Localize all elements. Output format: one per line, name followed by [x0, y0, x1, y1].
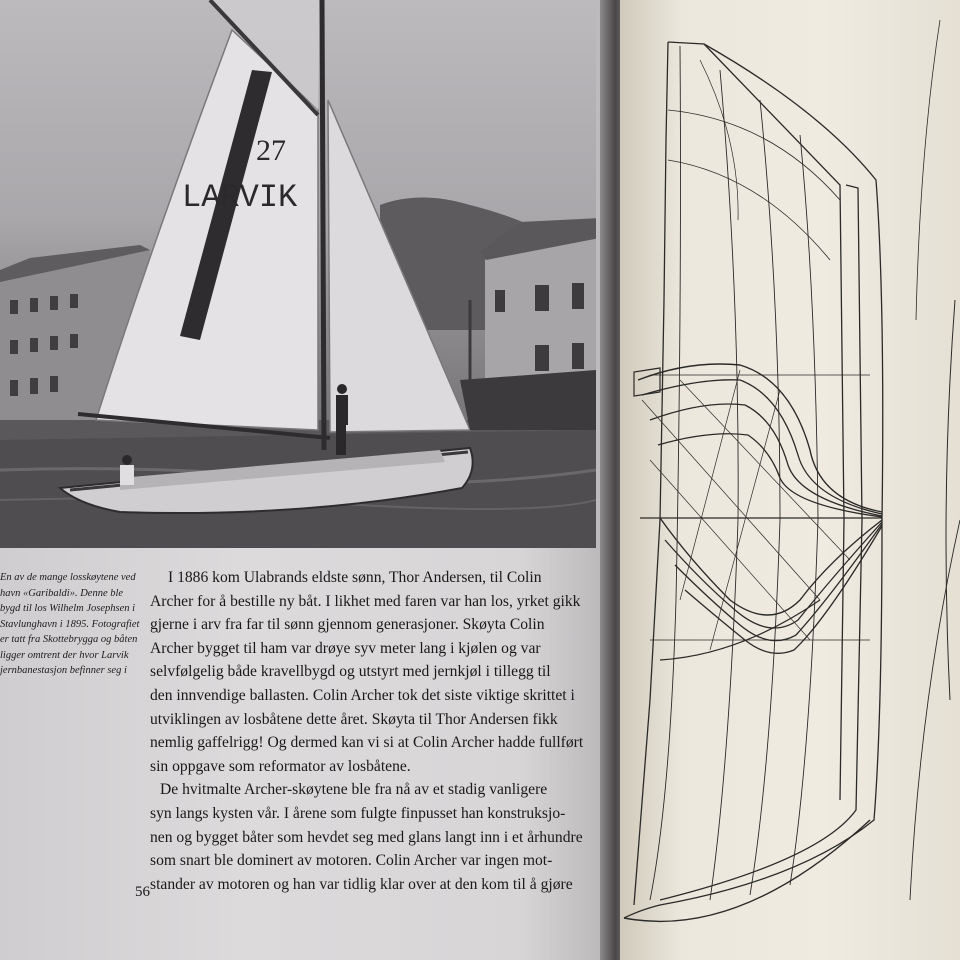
caption-line: En av de mange losskøytene ved — [0, 572, 136, 583]
body-line: Archer for å bestille ny båt. I likhet med faren var han los, yrket gikk — [150, 592, 581, 610]
body-line: De hvitmalte Archer-skøytene ble fra nå av et stadig vanligere — [160, 781, 548, 799]
moored-ship — [460, 370, 596, 430]
caption-line: bygd til los Wilhelm Josephsen i — [0, 603, 136, 614]
caption-line: er tatt fra Skottebrygga og båten — [0, 634, 138, 645]
mast — [322, 0, 324, 450]
seated-sailor — [120, 465, 134, 485]
body-line: sin oppgave som reformator av losbåtene. — [150, 757, 411, 775]
mainsail — [96, 30, 318, 430]
caption-line: Stavlunghavn i 1895. Fotografiet — [0, 618, 140, 630]
page-number: 56 — [135, 884, 150, 900]
body-line: gjerne i arv fra far til sønn gjennom generasjoner. Skøyta Colin — [150, 616, 545, 634]
standing-sailor — [336, 395, 348, 425]
sailboat-photo-graphic — [0, 0, 596, 548]
right-page — [620, 0, 960, 960]
body-line: som snart ble dominert av motoren. Colin Archer var ingen mot- — [150, 852, 553, 870]
body-line: den innvendige ballasten. Colin Archer tok det siste viktige skrittet i — [150, 686, 575, 704]
caption-line: havn «Garibaldi». Denne ble — [0, 587, 124, 599]
body-line: nen og bygget båter som hevdet seg med glans langt inn i et århundre — [150, 828, 583, 846]
body-line: stander av motoren og han var tidlig klar over at den kom til å gjøre — [150, 875, 573, 893]
hull-lines-drawing — [620, 0, 960, 960]
caption-line: jernbanestasjon befinner seg i — [0, 665, 127, 676]
photo-caption — [0, 570, 148, 679]
body-line: utviklingen av losbåtene dette året. Skøyta til Thor Andersen fikk — [150, 710, 558, 728]
sail-number: 27 — [256, 134, 286, 167]
body-line: I 1886 kom Ulabrands eldste sønn, Thor Andersen, til Colin — [168, 569, 542, 586]
sailboat-photo — [0, 0, 596, 548]
body-line: syn langs kysten vår. I årene som fulgte finpusset han konstruksjo- — [150, 804, 566, 822]
caption-line: ligger omtrent der hvor Larvik — [0, 649, 129, 661]
body-line: nemlig gaffelrigg! Og dermed kan vi si at Colin Archer hadde fullført — [150, 734, 584, 752]
body-line: Archer bygget til ham var drøye syv meter lang i kjølen og var — [150, 639, 541, 657]
body-line: selvfølgelig både kravellbygd og utstyrt med jernkjøl i tillegg til — [150, 663, 551, 681]
sail-lettering: LARVIK — [182, 179, 298, 216]
body-text — [150, 566, 590, 896]
